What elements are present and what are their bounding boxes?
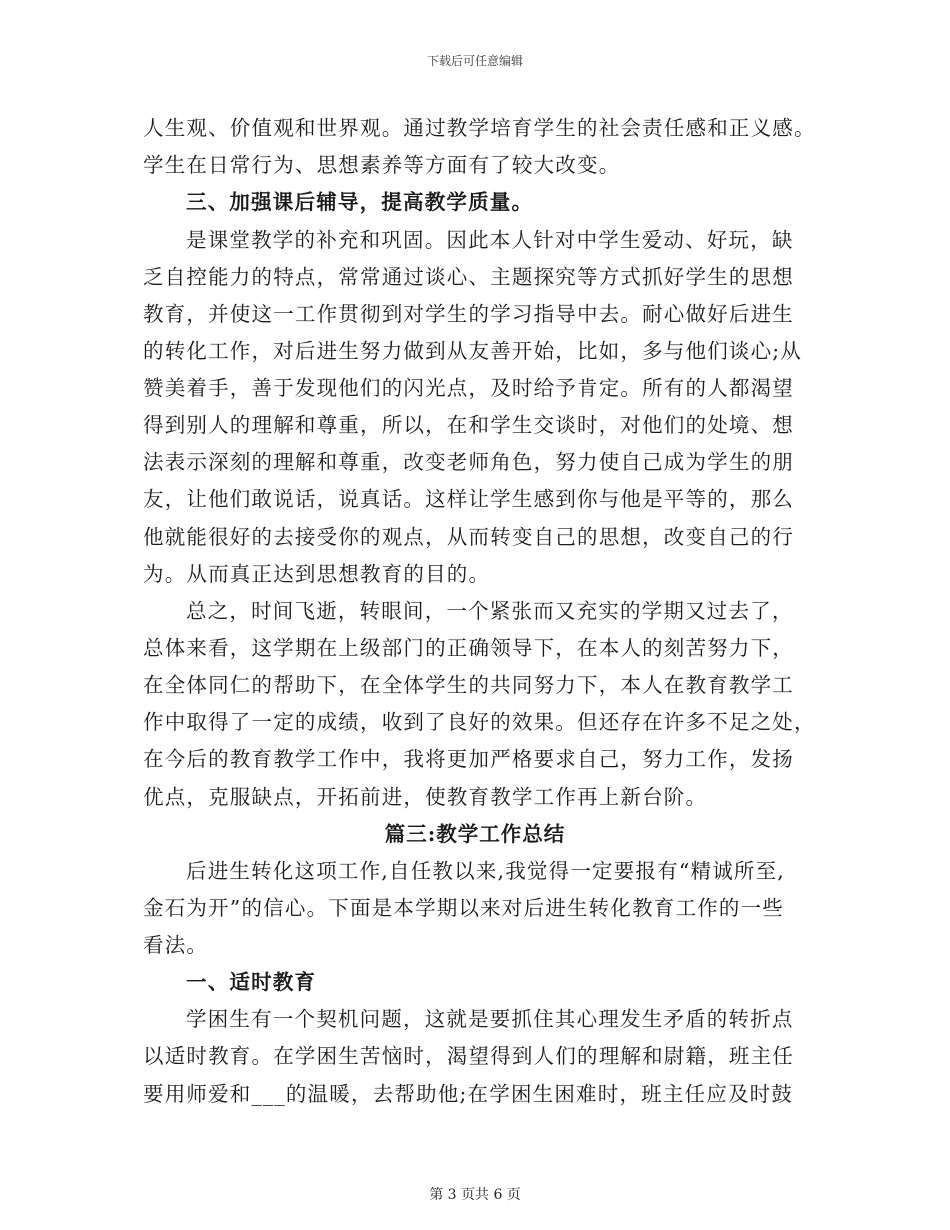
article-title: 篇三:教学工作总结 bbox=[384, 822, 566, 846]
body-line-4: 是课堂教学的补充和巩固。因此本人针对中学生爱动、好玩，缺 bbox=[186, 228, 794, 252]
body-line-23: 看法。 bbox=[143, 933, 209, 957]
body-line-8: 赞美着手，善于发现他们的闪光点，及时给予肯定。所有的人都渴望 bbox=[143, 376, 794, 400]
body-line-6: 教育，并使这一工作贯彻到对学生的学习指导中去。耐心做好后进生 bbox=[143, 302, 794, 326]
body-line-18: 在今后的教育教学工作中，我将更加严格要求自己，努力工作，发扬 bbox=[143, 747, 794, 771]
body-line-14: 总之，时间飞逝，转眼间，一个紧张而又充实的学期又过去了， bbox=[186, 599, 794, 623]
body-line-15: 总体来看，这学期在上级部门的正确领导下，在本人的刻苦努力下， bbox=[143, 636, 794, 660]
body-line-19: 优点，克服缺点，开拓前进，使教育教学工作再上新台阶。 bbox=[143, 785, 708, 809]
page-header: 下载后可任意编辑 bbox=[426, 54, 523, 68]
body-line-25: 学困生有一个契机问题，这就是要抓住其心理发生矛盾的转折点 bbox=[186, 1007, 794, 1031]
body-line-2: 学生在日常行为、思想素养等方面有了较大改变。 bbox=[143, 153, 621, 177]
body-line-11: 友，让他们敢说话，说真话。这样让学生感到你与他是平等的，那么 bbox=[143, 487, 794, 511]
body-line-21: 后进生转化这项工作,自任教以来,我觉得一定要报有“精诚所至, bbox=[186, 859, 786, 883]
body-line-26: 以适时教育。在学困生苦恼时，渴望得到人们的理解和尉籍，班主任 bbox=[143, 1044, 794, 1068]
section-heading-3: 三、加强课后辅导，提高教学质量。 bbox=[186, 190, 534, 214]
body-line-1: 人生观、价值观和世界观。通过教学培育学生的社会责任感和正义感。 bbox=[143, 116, 816, 140]
body-line-16: 在全体同仁的帮助下，在全体学生的共同努力下，本人在教育教学工 bbox=[143, 673, 794, 697]
page-footer: 第 3 页共 6 页 bbox=[429, 1187, 521, 1203]
body-line-10: 法表示深刻的理解和尊重，改变老师角色，努力使自己成为学生的朋 bbox=[143, 450, 794, 474]
body-line-5: 乏自控能力的特点，常常通过谈心、主题探究等方式抓好学生的思想 bbox=[143, 265, 794, 289]
section-heading-1: 一、适时教育 bbox=[186, 970, 317, 994]
body-line-22: 金石为开”的信心。下面是本学期以来对后进生转化教育工作的一些 bbox=[143, 896, 784, 920]
body-line-17: 作中取得了一定的成绩，收到了良好的效果。但还存在许多不足之处， bbox=[143, 710, 816, 734]
body-line-12: 他就能很好的去接受你的观点，从而转变自己的思想，改变自己的行 bbox=[143, 525, 794, 549]
body-line-9: 得到别人的理解和尊重，所以，在和学生交谈时，对他们的处境、想 bbox=[143, 413, 794, 437]
body-line-7: 的转化工作，对后进生努力做到从友善开始，比如，多与他们谈心;从 bbox=[143, 339, 803, 363]
body-line-13: 为。从而真正达到思想教育的目的。 bbox=[143, 562, 491, 586]
body-line-27: 要用师爱和___的温暖，去帮助他;在学困生困难时，班主任应及时鼓 bbox=[143, 1082, 794, 1106]
